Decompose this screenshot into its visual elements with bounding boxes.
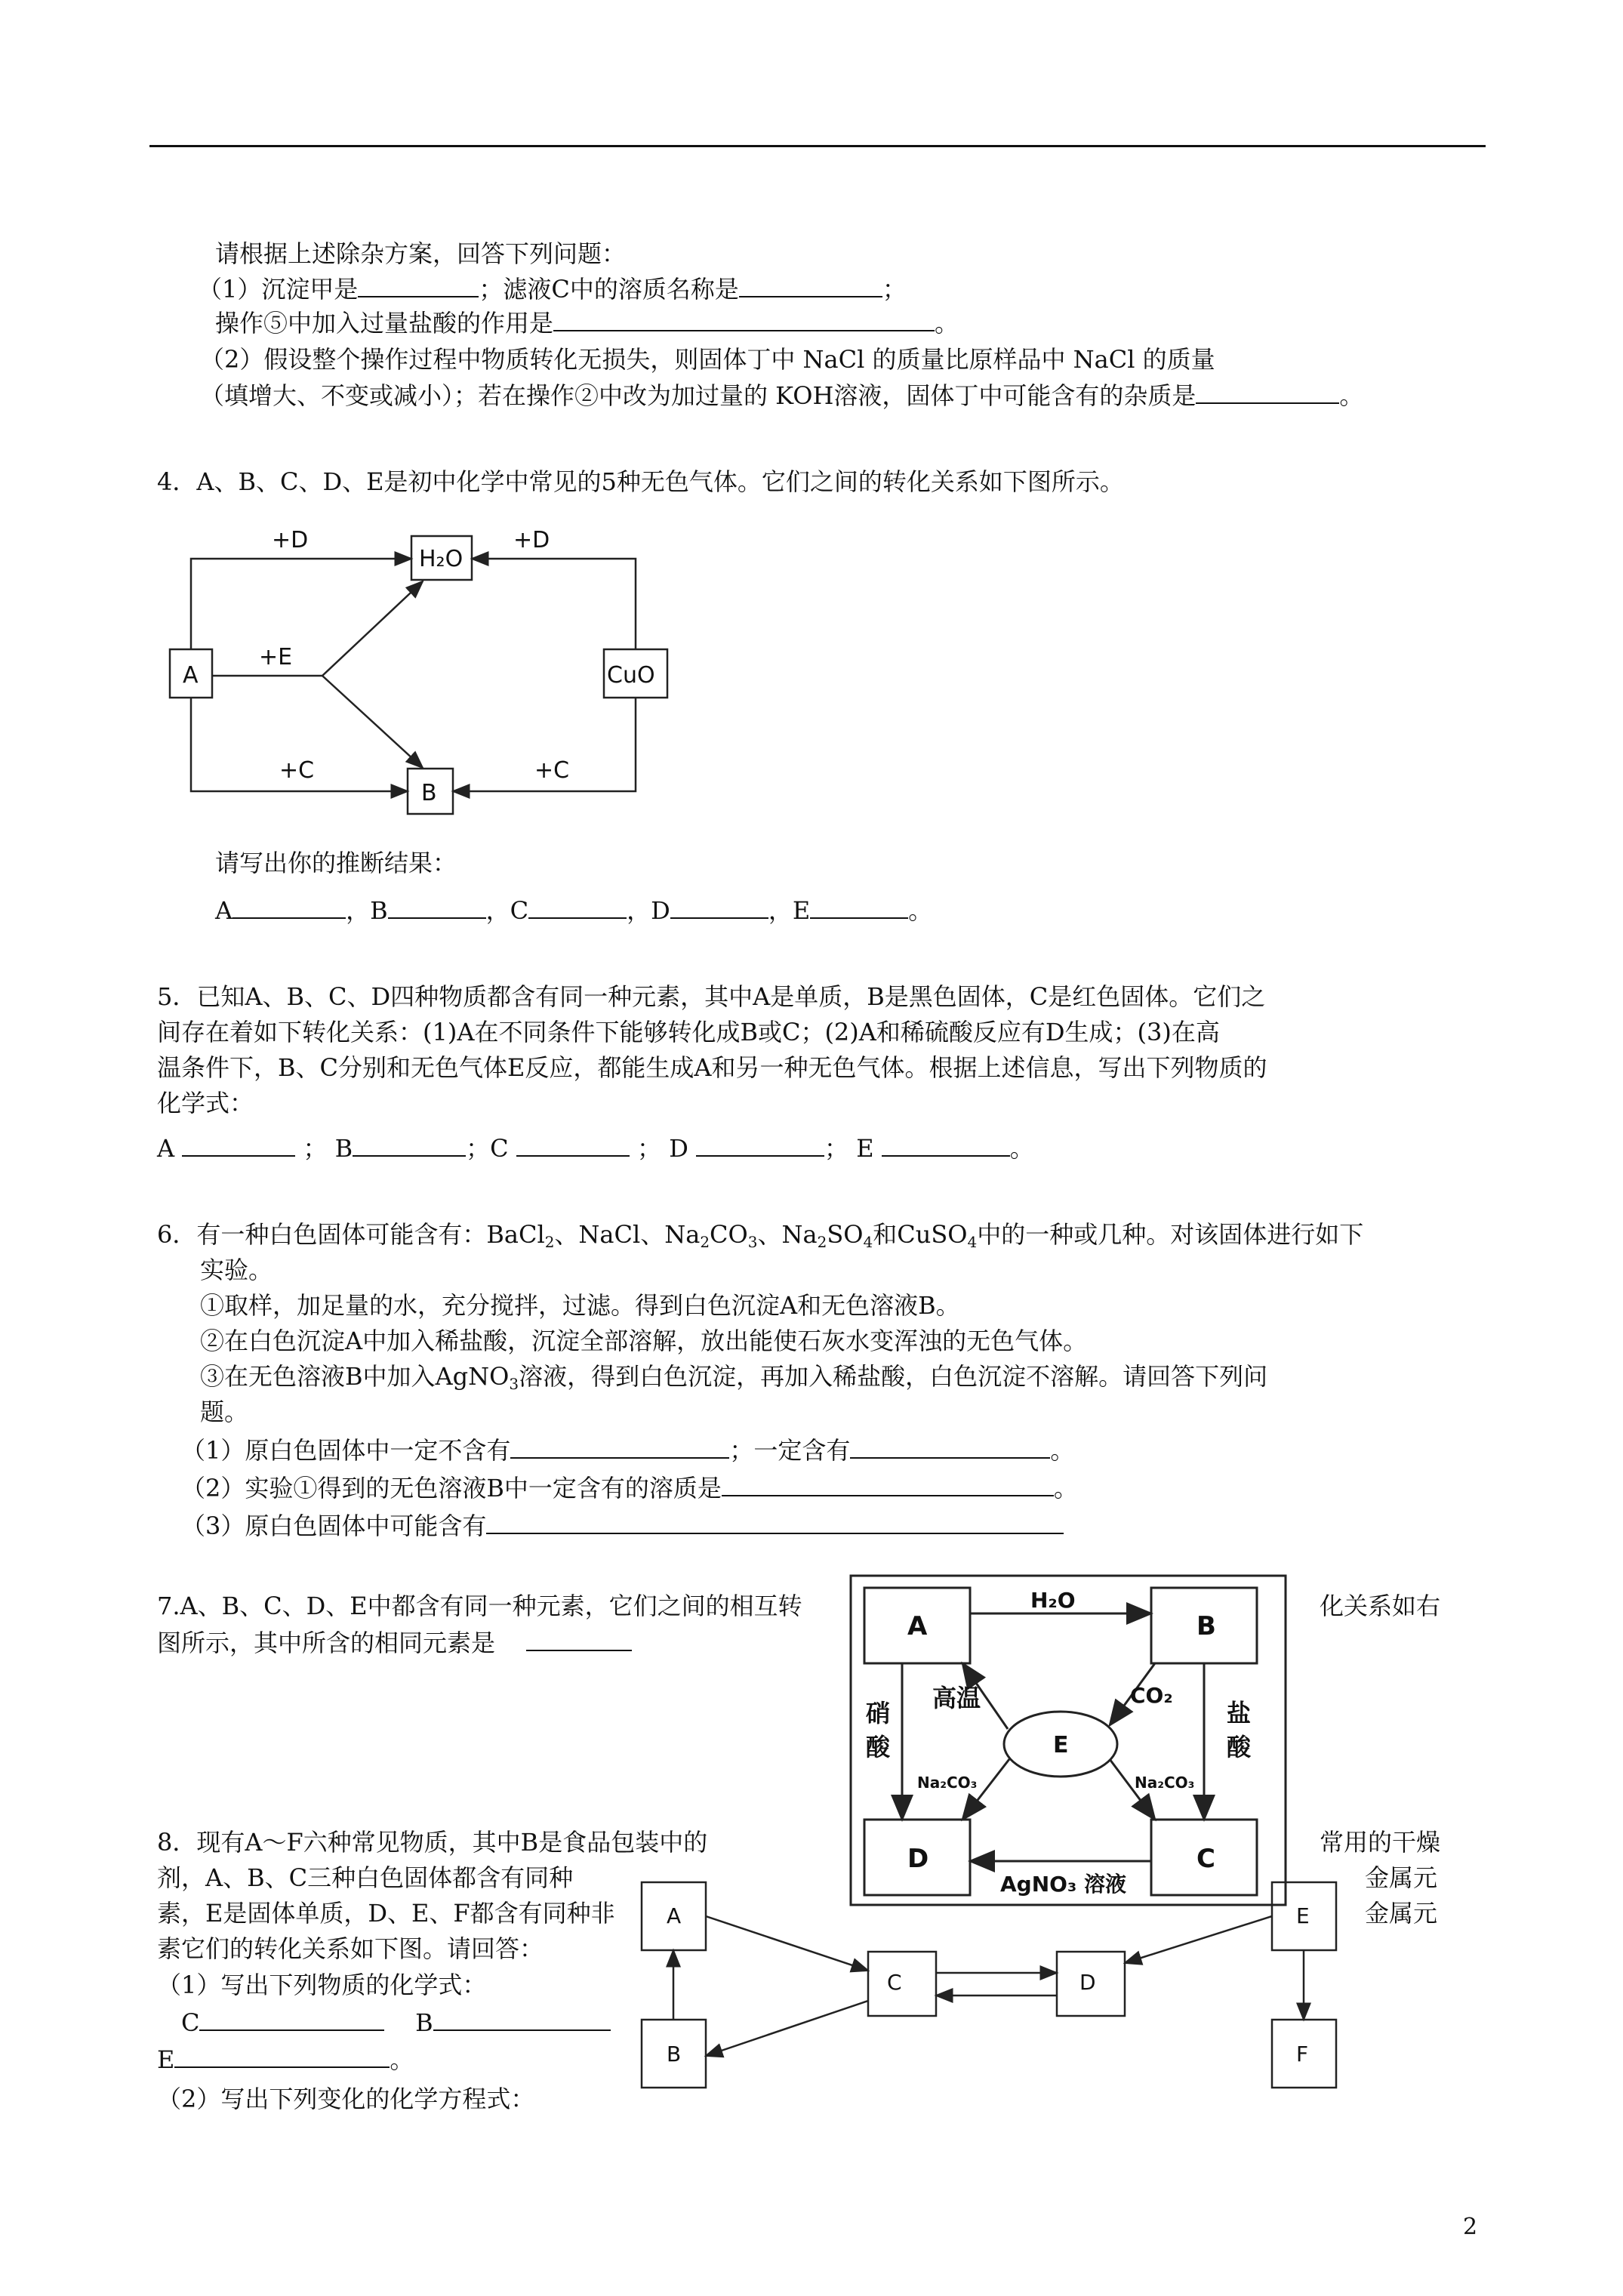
- page-number: 2: [1463, 2214, 1478, 2240]
- q3-intro: 请根据上述除杂方案，回答下列问题：: [215, 239, 627, 268]
- q4-label-plus-d-left: +D: [272, 527, 309, 553]
- q7-label-b: B: [1196, 1611, 1216, 1641]
- q4-diagram: [162, 521, 691, 823]
- q6-line5: ③在无色溶液B中加入AgNO$_3$溶液，得到白色沉淀，再加入稀盐酸，白色沉淀不溶解。请回答下列问: [200, 1362, 1268, 1393]
- q8-line3a: 素，E是固体单质，D、E、F都含有同种非: [157, 1899, 615, 1928]
- q7-label-d: D: [907, 1844, 929, 1874]
- q4-label-plus-e: +E: [259, 644, 293, 670]
- q8-label-b: B: [667, 2042, 682, 2066]
- q8-arrow-c-b: [706, 2001, 868, 2056]
- q3-part1-line2: 操作⑤中加入过量盐酸的作用是 。: [215, 309, 959, 337]
- q8-label-d: D: [1079, 1970, 1096, 1995]
- q7-label-na2co3-right: Na₂CO₃: [1135, 1774, 1195, 1792]
- q8-arrow-a-c: [706, 1916, 868, 1971]
- q8-line1b: 常用的干燥: [1320, 1828, 1441, 1857]
- q5-answers: A ； B ；C ； D ； E 。: [157, 1134, 1034, 1163]
- q4-label-b: B: [421, 780, 437, 806]
- q8-line1a: 8．现有A～F六种常见物质，其中B是食品包装中的: [157, 1828, 708, 1857]
- q8-label-a: A: [667, 1903, 682, 1928]
- q6-question2: （2）实验①得到的无色溶液B中一定含有的溶质是 。: [181, 1474, 1078, 1502]
- q8-label-f: F: [1296, 2042, 1309, 2066]
- q5-line3: 温条件下，B、C分别和无色气体E反应，都能生成A和另一种无色气体。根据上述信息，写出下列物质的: [157, 1053, 1267, 1082]
- q5-line4: 化学式：: [157, 1089, 254, 1117]
- q8-arrow-e-d: [1125, 1916, 1272, 1963]
- q6-line6: 题。: [200, 1398, 249, 1426]
- q8-label-e: E: [1296, 1903, 1310, 1928]
- q7-label-gaowen: 高温: [932, 1684, 981, 1712]
- q7-label-suan-right: 酸: [1227, 1733, 1252, 1761]
- q8-diagram: [638, 1876, 1347, 2095]
- q5-line2: 间存在着如下转化关系：(1)A在不同条件下能够转化成B或C；(2)A和稀硫酸反应有D生成；(3)在高: [157, 1018, 1220, 1046]
- q7-label-co2: CO₂: [1130, 1683, 1173, 1708]
- q4-label-a: A: [183, 662, 199, 689]
- q8-line6: C B: [181, 2007, 611, 2038]
- q7-label-na2co3-left: Na₂CO₃: [917, 1774, 978, 1792]
- q7-label-h2o: H₂O: [1030, 1588, 1076, 1613]
- q4-arrow-cuo-h2o: [472, 559, 636, 649]
- q8-line7: （2）写出下列变化的化学方程式：: [157, 2085, 535, 2113]
- q8-line4: 素它们的转化关系如下图。请回答：: [157, 1934, 544, 1963]
- q6-line1: 6．有一种白色固体可能含有：BaCl$_2$、NaCl、$Na_2CO_3$、$Na_2SO_4$和CuSO$_4$中的一种或几种。对该固体进行如下: [157, 1220, 1364, 1251]
- q7-label-c: C: [1196, 1844, 1215, 1874]
- q6-line4: ②在白色沉淀A中加入稀盐酸，沉淀全部溶解，放出能使石灰水变浑浊的无色气体。: [200, 1327, 1088, 1355]
- q8-line5: （1）写出下列物质的化学式：: [157, 1971, 487, 1999]
- q8-label-c: C: [887, 1970, 902, 1995]
- q4-label-h2o: H₂O: [419, 546, 463, 572]
- q4-arrow-e-b: [322, 676, 423, 768]
- q4-arrow-e-h2o: [322, 581, 423, 676]
- q4-answers: A ，B ，C ，D ，E 。: [215, 896, 933, 925]
- q8-line2a: 剂，A、B、C三种白色固体都含有同种: [157, 1863, 574, 1892]
- q7-label-xiao: 硝: [866, 1699, 891, 1727]
- q4-stem: 4．A、B、C、D、E是初中化学中常见的5种无色气体。它们之间的转化关系如下图所示。: [157, 467, 1124, 496]
- q7-diagram: [849, 1574, 1287, 1906]
- q6-question1: （1）原白色固体中一定不含有 ；一定含有 。: [181, 1436, 1075, 1465]
- q5-line1: 5．已知A、B、C、D四种物质都含有同一种元素，其中A是单质，B是黑色固体，C是红色固体。它们之: [157, 982, 1266, 1011]
- q7-label-a: A: [907, 1611, 928, 1641]
- q3-part2-line2: （填增大、不变或减小）；若在操作②中改为加过量的 KOH溶液，固体丁中可能含有的杂质是 。: [200, 381, 1364, 410]
- q4-label-cuo: CuO: [607, 662, 655, 689]
- q4-label-plus-c-right: +C: [534, 757, 570, 784]
- q4-arrow-a-h2o: [191, 559, 411, 649]
- q8-line3b: 金属元: [1365, 1899, 1438, 1928]
- header-rule: [149, 145, 1486, 147]
- q7-line1b: 化关系如右: [1320, 1592, 1441, 1620]
- q4-label-plus-c-left: +C: [279, 757, 315, 784]
- q7-label-suan-left: 酸: [866, 1733, 891, 1761]
- q7-line1a: 7.A、B、C、D、E中都含有同一种元素，它们之间的相互转: [157, 1592, 802, 1620]
- q8-line2b: 金属元: [1365, 1863, 1438, 1892]
- q8-line6b: E 。: [157, 2045, 414, 2074]
- q7-label-e: E: [1053, 1732, 1069, 1758]
- q3-part1-line1: （1）沉淀甲是 ；滤液C中的溶质名称是 ；: [198, 275, 907, 304]
- q7-label-yan: 盐: [1227, 1699, 1252, 1727]
- q8-box-c: [868, 1952, 936, 2016]
- q6-line3: ①取样，加足量的水，充分搅拌，过滤。得到白色沉淀A和无色溶液B。: [200, 1291, 960, 1320]
- q7-line2: 图所示，其中所含的相同元素是: [157, 1627, 632, 1658]
- q6-line2: 实验。: [200, 1256, 273, 1284]
- q6-question3: （3）原白色固体中可能含有: [181, 1510, 1064, 1541]
- q3-part2-line1: （2）假设整个操作过程中物质转化无损失，则固体丁中 NaCl 的质量比原样品中 NaCl 的质量: [200, 345, 1215, 374]
- q4-prompt: 请写出你的推断结果：: [215, 849, 457, 877]
- q7-label-agno3: AgNO₃ 溶液: [1000, 1872, 1126, 1897]
- q4-label-plus-d-right: +D: [513, 527, 550, 553]
